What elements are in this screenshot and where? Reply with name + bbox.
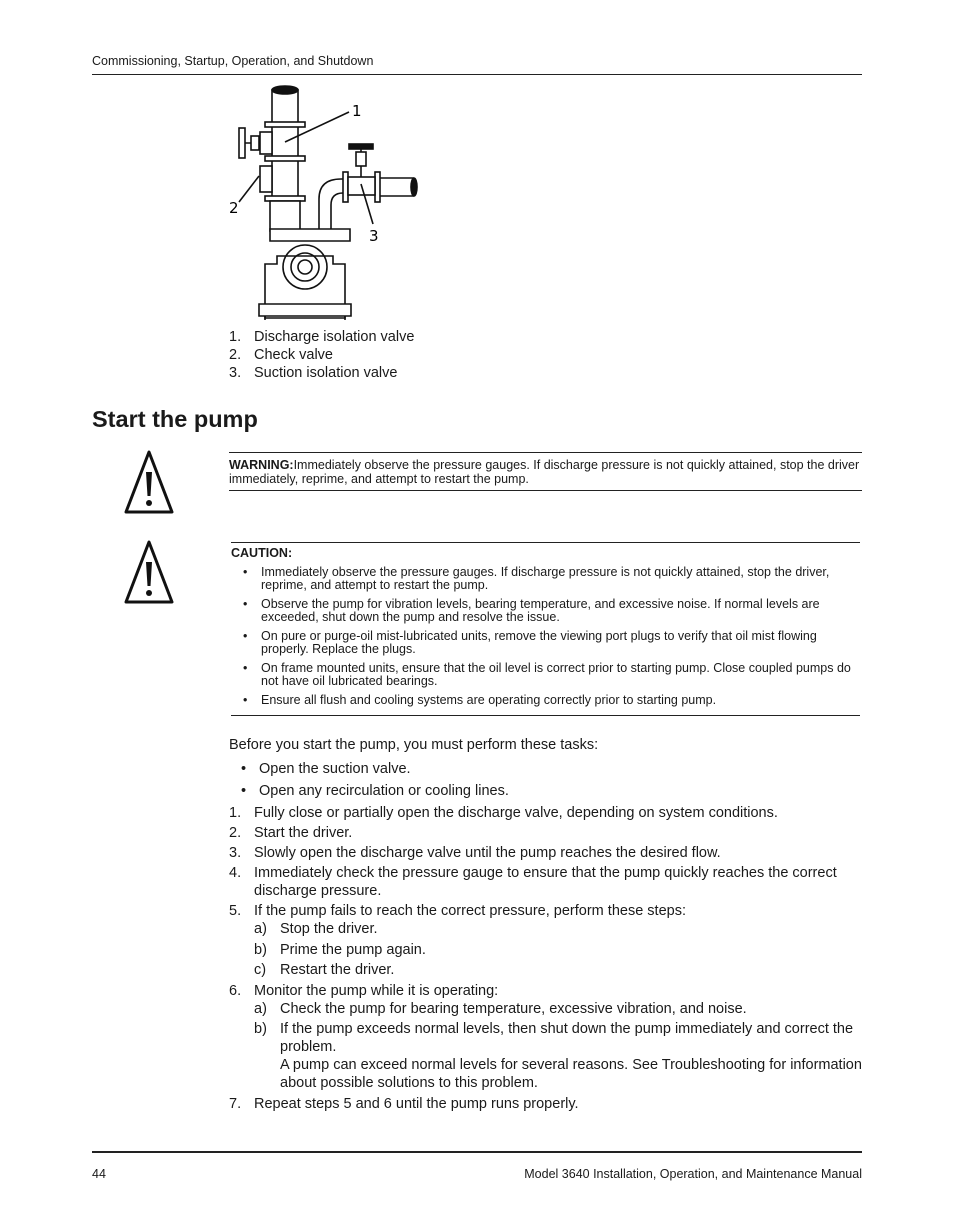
- step-item: 1. Fully close or partially open the discharge valve, depending on system conditions.: [229, 805, 778, 821]
- substep-item: c) Restart the driver.: [254, 962, 395, 978]
- caution-item: • Immediately observe the pressure gauges. If discharge pressure is not quickly attained, stop the driver, reprime, and attempt to restart the pump.: [243, 564, 830, 592]
- footer-divider: [92, 1151, 862, 1153]
- header-divider: [92, 74, 862, 75]
- step-item: 7. Repeat steps 5 and 6 until the pump runs properly.: [229, 1095, 579, 1112]
- substep-item: a) Stop the driver.: [254, 921, 378, 937]
- manual-title: Model 3640 Installation, Operation, and Maintenance Manual: [524, 1167, 862, 1181]
- step-item: 5. If the pump fails to reach the correct pressure, perform these steps: a) Stop the driver. b) Prime the pump again. c) Restart the driver.: [229, 902, 862, 979]
- figure-legend: [229, 328, 414, 382]
- step-item: 6. Monitor the pump while it is operating: a) Check the pump for bearing temperature, excessive vibration, and noise. b) If the pump exceeds normal levels, then shut down the pump immediately and correct the problem. A pump can exceed normal levels for several reasons. See Troubleshooting for information about possible solutions to this problem.: [229, 982, 862, 1091]
- callout-1: 1: [352, 102, 362, 120]
- caution-triangle-icon: [124, 540, 174, 604]
- legend-item: 1. Discharge isolation valve: [229, 329, 415, 345]
- substep-item: a) Check the pump for bearing temperature, excessive vibration, and noise.: [254, 1000, 747, 1017]
- task-item: • Open any recirculation or cooling lines.: [241, 783, 509, 799]
- warning-label: WARNING:: [229, 458, 294, 472]
- warning-text: Immediately observe the pressure gauges. If discharge pressure is not quickly attained, stop the driver immediately, reprime, and attempt to restart the pump.: [229, 458, 860, 486]
- procedure-body: [229, 736, 862, 1115]
- section-title: Start the pump: [92, 406, 258, 432]
- task-item: • Open the suction valve.: [241, 761, 411, 777]
- caution-item: • Ensure all flush and cooling systems are operating correctly prior to starting pump.: [243, 692, 717, 707]
- substep-item: b) If the pump exceeds normal levels, then shut down the pump immediately and correct the problem. A pump can exceed normal levels for several reasons. See Troubleshooting for information about possible solutions to this problem.: [254, 1021, 862, 1091]
- page-number: 44: [92, 1167, 106, 1181]
- legend-item: 3. Suction isolation valve: [229, 365, 398, 381]
- warning-triangle-icon: [124, 450, 174, 514]
- caution-item: • On pure or purge-oil mist-lubricated units, remove the viewing port plugs to verify that oil mist flowing properly. Replace the plugs.: [243, 628, 817, 656]
- pump-valve-diagram: [225, 84, 425, 324]
- step-item: 4. Immediately check the pressure gauge to ensure that the pump quickly reaches the correct discharge pressure.: [229, 865, 837, 899]
- step-item: 3. Slowly open the discharge valve until the pump reaches the desired flow.: [229, 845, 721, 861]
- step-item: 2. Start the driver.: [229, 825, 353, 841]
- step-list: [229, 804, 862, 1113]
- warning-message: [229, 452, 862, 491]
- caution-message: [231, 542, 860, 716]
- caution-item: • On frame mounted units, ensure that the oil level is correct prior to starting pump. Close coupled pumps do not have oil lubricated bearings.: [243, 660, 851, 688]
- intro-text: Before you start the pump, you must perform these tasks:: [229, 737, 599, 753]
- substep-item: b) Prime the pump again.: [254, 941, 426, 958]
- caution-label: CAUTION:: [231, 546, 293, 560]
- callout-2: 2: [229, 199, 239, 217]
- running-header: Commissioning, Startup, Operation, and Shutdown: [92, 54, 374, 68]
- caution-item: • Observe the pump for vibration levels, bearing temperature, and excessive noise. If normal levels are exceeded, shut down the pump and resolve the issue.: [243, 596, 820, 624]
- substep-note: A pump can exceed normal levels for several reasons. See Troubleshooting for information about possible solutions to this problem.: [280, 1057, 862, 1091]
- callout-3: 3: [369, 227, 379, 245]
- legend-item: 2. Check valve: [229, 347, 333, 363]
